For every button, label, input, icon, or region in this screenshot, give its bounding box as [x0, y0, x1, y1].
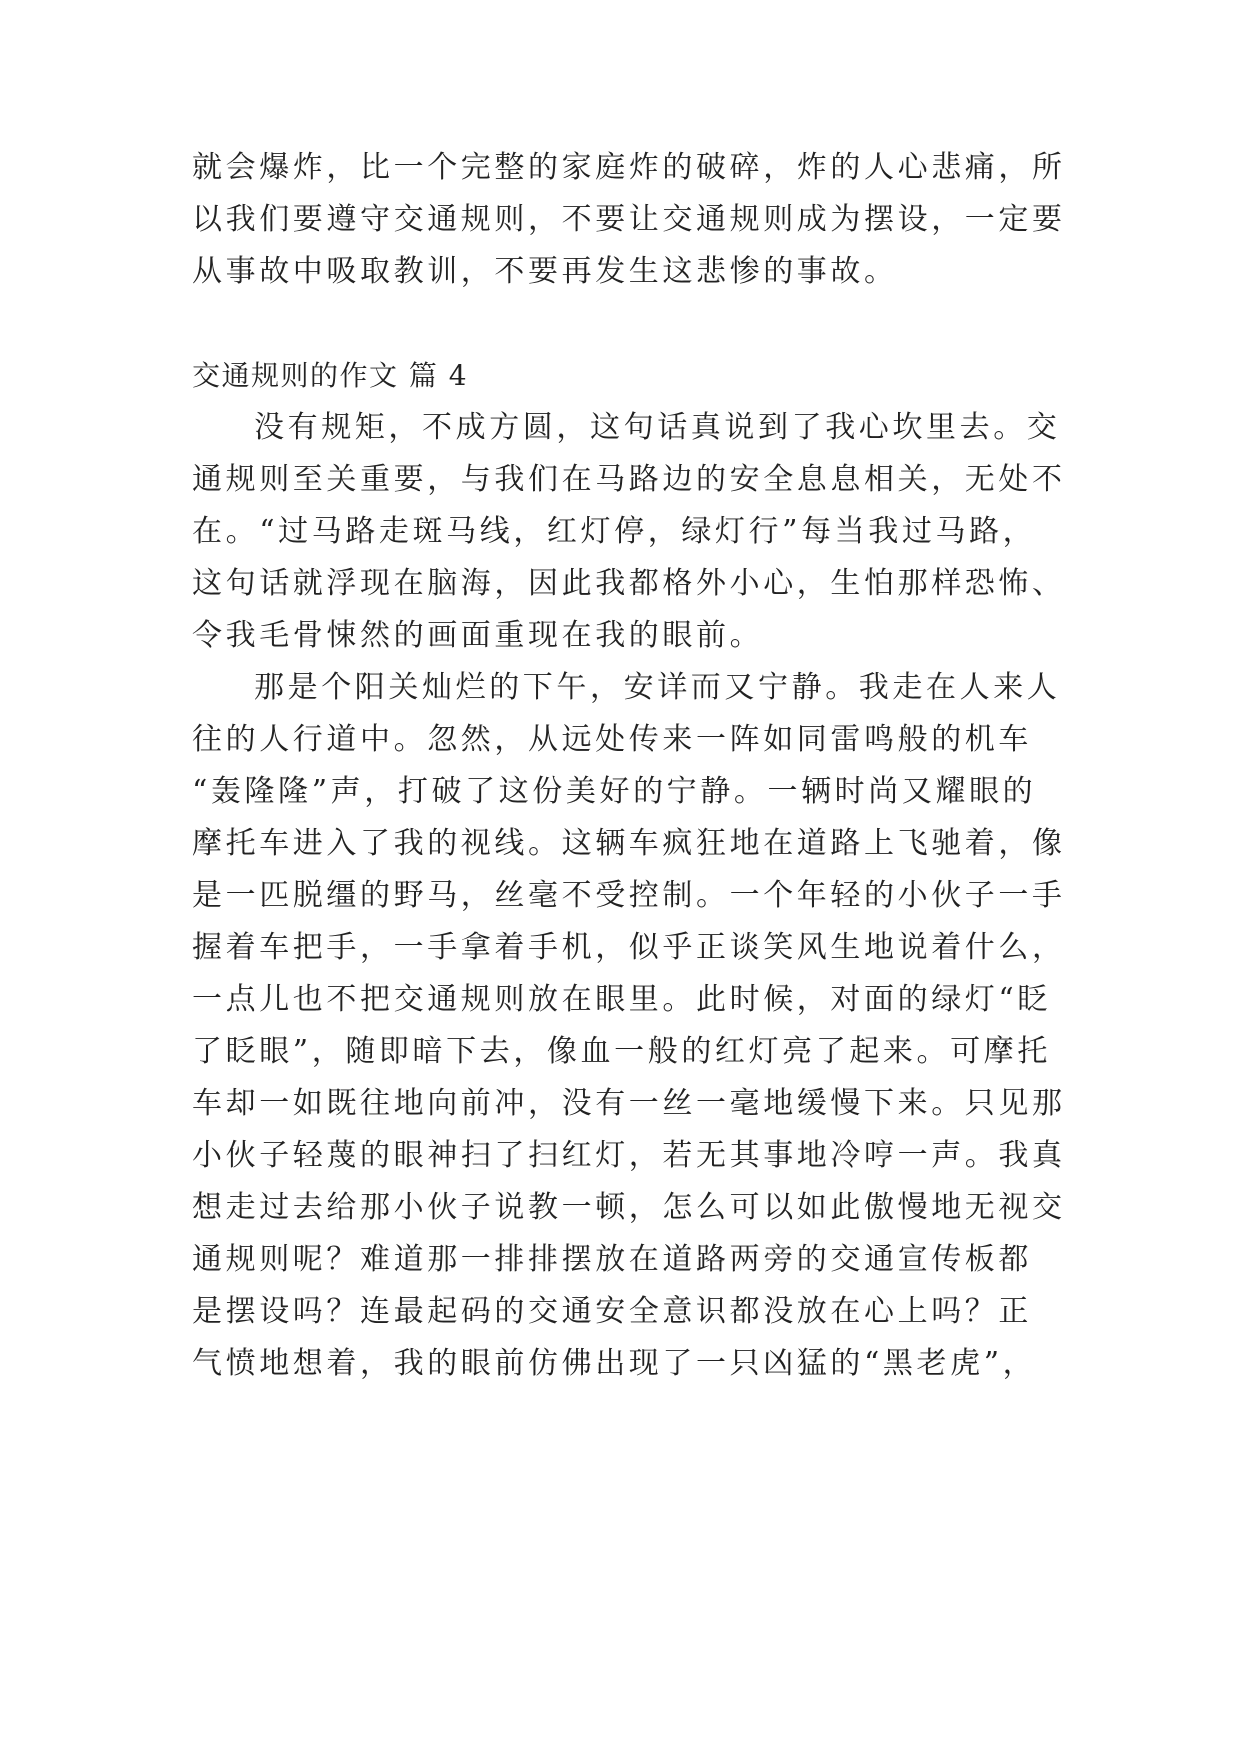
- text-line: 往的人行道中。忽然，从远处传来一阵如同雷鸣般的机车: [192, 722, 1032, 757]
- text-line: 摩托车进入了我的视线。这辆车疯狂地在道路上飞驰着，像: [192, 826, 1066, 861]
- text-line: 了眨眼”，随即暗下去，像血一般的红灯亮了起来。可摩托: [192, 1034, 1051, 1069]
- text-line: 以我们要遵守交通规则，不要让交通规则成为摆设，一定要: [192, 202, 1066, 237]
- text-line: “轰隆隆”声，打破了这份美好的宁静。一辆时尚又耀眼的: [192, 774, 1037, 809]
- text-line: 车却一如既往地向前冲，没有一丝一毫地缓慢下来。只见那: [192, 1086, 1066, 1121]
- text-line: 是摆设吗？连最起码的交通安全意识都没放在心上吗？正: [192, 1294, 1032, 1329]
- text-line: 握着车把手，一手拿着手机，似乎正谈笑风生地说着什么，: [192, 930, 1066, 965]
- text-line: 通规则呢？难道那一排排摆放在道路两旁的交通宣传板都: [192, 1242, 1032, 1277]
- text-line: 那是个阳关灿烂的下午，安详而又宁静。我走在人来人: [254, 670, 1061, 705]
- text-line: 想走过去给那小伙子说教一顿，怎么可以如此傲慢地无视交: [192, 1190, 1066, 1225]
- text-line: 是一匹脱缰的野马，丝毫不受控制。一个年轻的小伙子一手: [192, 878, 1066, 913]
- text-line: 一点儿也不把交通规则放在眼里。此时候，对面的绿灯“眨: [192, 982, 1051, 1017]
- text-line: 在。“过马路走斑马线，红灯停，绿灯行”每当我过马路，: [192, 514, 1037, 549]
- text-line: 小伙子轻蔑的眼神扫了扫红灯，若无其事地冷哼一声。我真: [192, 1138, 1066, 1173]
- text-line: 就会爆炸，比一个完整的家庭炸的破碎，炸的人心悲痛，所: [192, 150, 1066, 185]
- text-line: 这句话就浮现在脑海，因此我都格外小心，生怕那样恐怖、: [192, 566, 1066, 601]
- text-line: 通规则至关重要，与我们在马路边的安全息息相关，无处不: [192, 462, 1066, 497]
- section-title: 交通规则的作文 篇 4: [192, 359, 469, 392]
- text-line: 没有规矩，不成方圆，这句话真说到了我心坎里去。交: [254, 410, 1061, 445]
- text-line: 从事故中吸取教训，不要再发生这悲惨的事故。: [192, 254, 898, 289]
- text-line: 令我毛骨悚然的画面重现在我的眼前。: [192, 618, 764, 653]
- text-line: 气愤地想着，我的眼前仿佛出现了一只凶猛的“黑老虎”，: [192, 1346, 1037, 1381]
